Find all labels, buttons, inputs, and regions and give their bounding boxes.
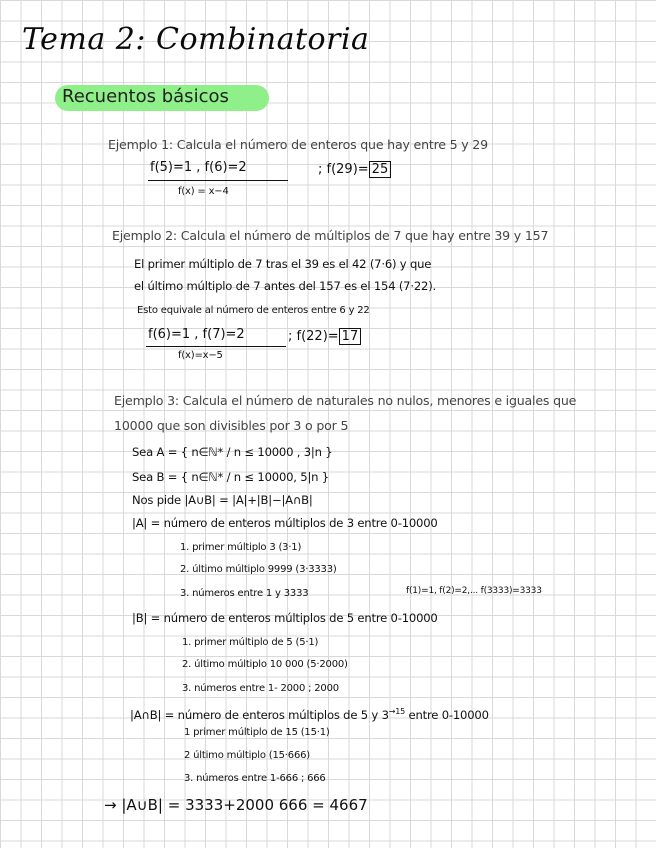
cardinal-ab-step-2: 2 último múltiplo (15·666) [184, 750, 310, 761]
example-2-result-prefix: ; f(22)= [288, 329, 339, 344]
example-3-statement-line-1: Ejemplo 3: Calcula el número de naturales no nulos, menores e iguales que [114, 393, 577, 408]
cardinal-a-step-3: 3. números entre 1 y 3333 [180, 588, 309, 599]
example-1-result-prefix: ; f(29)= [318, 162, 369, 177]
cardinal-ab-step-1: 1 primer múltiplo de 15 (15·1) [184, 727, 330, 738]
example-2-line-1: El primer múltiplo de 7 tras el 39 es el 42 (7·6) y que [134, 257, 432, 271]
cardinal-ab-heading-part-1: |A∩B| = número de enteros múltiplos de 5 y 3 [130, 707, 389, 722]
example-1-fraction-bar [148, 180, 288, 181]
set-b-definition: Sea B = { n∈ℕ* / n ≤ 10000, 5|n } [132, 470, 329, 484]
cardinal-b-step-3: 3. números entre 1- 2000 ; 2000 [182, 683, 339, 694]
example-1-numerator: f(5)=1 , f(6)=2 [150, 160, 247, 175]
cardinal-b-heading: |B| = número de enteros múltiplos de 5 entre 0-10000 [132, 611, 438, 625]
example-2-result-box: 17 [339, 328, 362, 345]
page-title: Tema 2: Combinatoria [22, 22, 370, 57]
cardinal-ab-superscript: →15 [388, 707, 406, 716]
cardinal-a-bijection: f(1)=1, f(2)=2,... f(3333)=3333 [406, 586, 542, 596]
example-3-statement-line-2: 10000 que son divisibles por 3 o por 5 [114, 418, 349, 433]
cardinal-b-step-2: 2. último múltiplo 10 000 (5·2000) [182, 659, 348, 670]
cardinal-a-step-1: 1. primer múltiplo 3 (3·1) [180, 542, 302, 553]
example-2-line-2: el último múltiplo de 7 antes del 157 es el 154 (7·22). [134, 279, 437, 293]
example-2-denominator: f(x)=x−5 [178, 350, 223, 361]
example-1-result [318, 162, 391, 177]
example-2-numerator: f(6)=1 , f(7)=2 [148, 327, 245, 342]
cardinal-ab-heading-part-2: entre 0-10000 [408, 707, 489, 722]
example-2-statement: Ejemplo 2: Calcula el número de múltiplos de 7 que hay entre 39 y 157 [112, 228, 549, 243]
cardinal-ab-heading [130, 707, 489, 722]
set-a-definition: Sea A = { n∈ℕ* / n ≤ 10000 , 3|n } [132, 445, 333, 459]
union-formula: Nos pide |A∪B| = |A|+|B|−|A∩B| [132, 493, 313, 507]
final-result: → |A∪B| = 3333+2000 666 = 4667 [104, 796, 368, 814]
section-title: Recuentos básicos [62, 86, 229, 107]
example-1-statement: Ejemplo 1: Calcula el número de enteros que hay entre 5 y 29 [108, 137, 488, 152]
example-1-denominator: f(x) = x−4 [178, 186, 229, 197]
example-2-line-3: Esto equivale al número de enteros entre 6 y 22 [137, 305, 370, 316]
example-1-result-box: 25 [369, 161, 392, 178]
cardinal-b-step-1: 1. primer múltiplo de 5 (5·1) [182, 637, 319, 648]
example-2-fraction-bar [146, 346, 286, 347]
cardinal-a-step-2: 2. último múltiplo 9999 (3·3333) [180, 564, 337, 575]
cardinal-ab-step-3: 3. números entre 1-666 ; 666 [184, 773, 326, 784]
cardinal-a-heading: |A| = número de enteros múltiplos de 3 entre 0-10000 [132, 516, 438, 530]
example-2-result [288, 329, 361, 344]
